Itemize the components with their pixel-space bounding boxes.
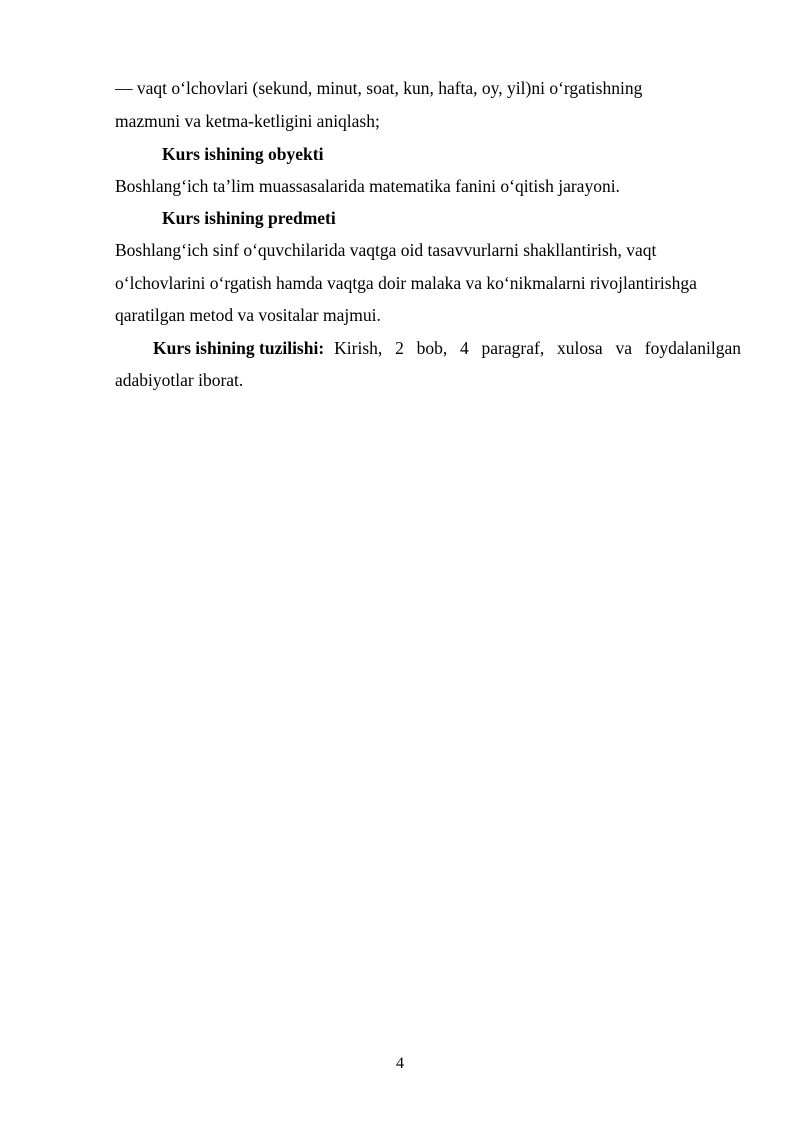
structure-line-1	[153, 337, 741, 359]
subject-text-line-3: qaratilgan metod va vositalar majmui.	[115, 305, 381, 325]
structure-line-2: adabiyotlar iborat.	[115, 370, 244, 390]
subject-heading: Kurs ishining predmeti	[162, 208, 336, 228]
structure-label: Kurs ishining tuzilishi:	[153, 338, 325, 358]
list-item-line-1: — vaqt o‘lchovlari (sekund, minut, soat, kun, hafta, oy, yil)ni o‘rgatishning	[115, 78, 643, 98]
structure-text: Kirish, 2 bob, 4 paragraf, xulosa va foydalanilgan	[334, 338, 741, 358]
list-item-line-2: mazmuni va ketma-ketligini aniqlash;	[115, 111, 380, 131]
subject-text-line-1: Boshlang‘ich sinf o‘quvchilarida vaqtga oid tasavvurlarni shakllantirish, vaqt	[115, 240, 657, 260]
subject-text-line-2: o‘lchovlarini o‘rgatish hamda vaqtga doir malaka va ko‘nikmalarni rivojlantirishga	[115, 273, 697, 293]
object-text: Boshlang‘ich ta’lim muassasalarida matematika fanini o‘qitish jarayoni.	[115, 176, 620, 196]
object-heading: Kurs ishining obyekti	[162, 144, 324, 164]
page-number: 4	[396, 1055, 404, 1072]
